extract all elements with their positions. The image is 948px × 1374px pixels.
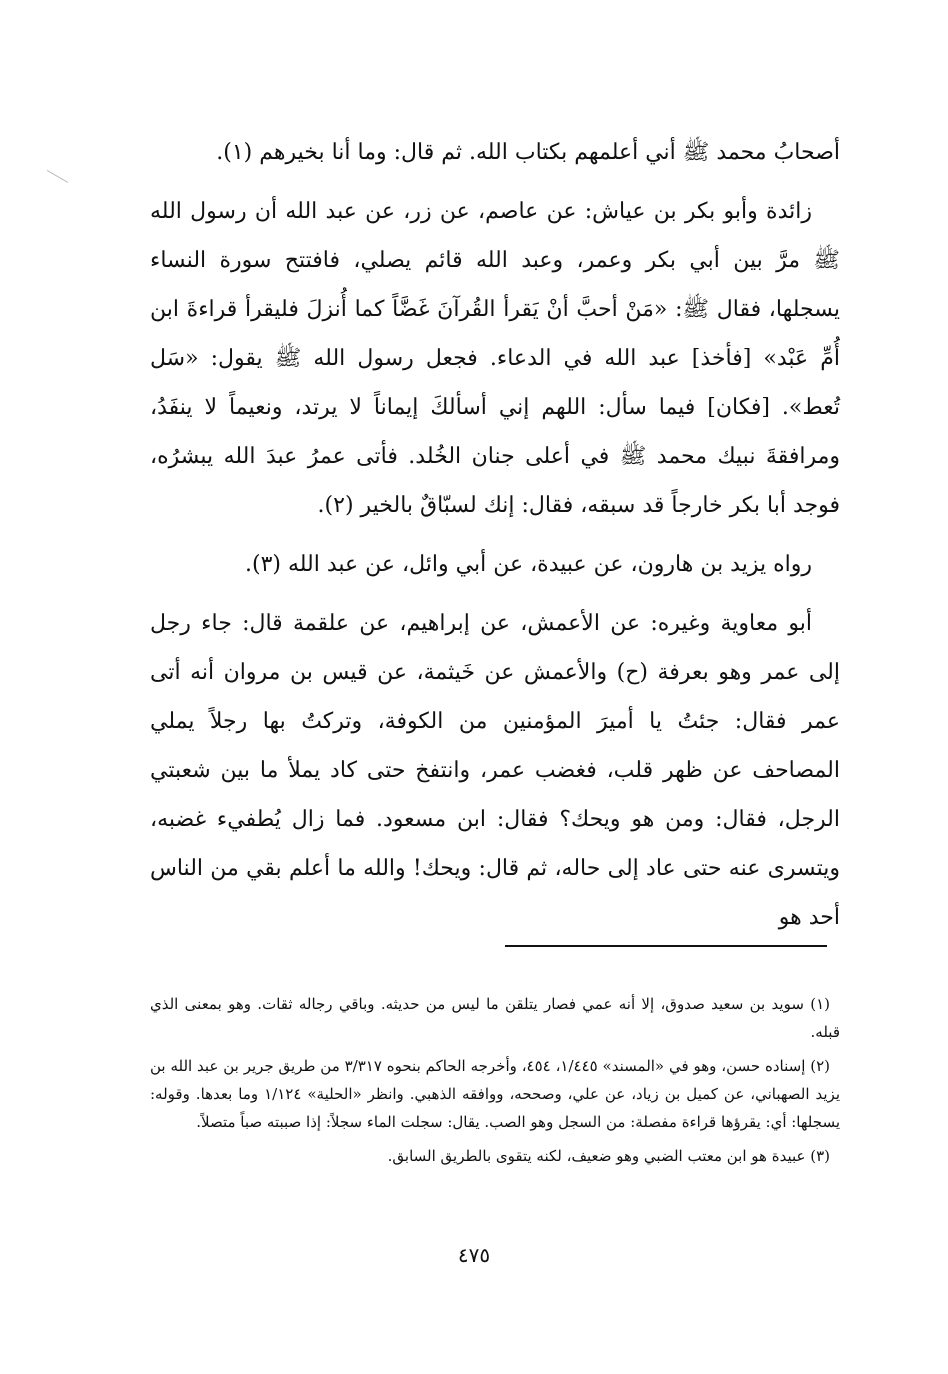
- paragraph: أبو معاوية وغيره: عن الأعمش، عن إبراهيم، عن علقمة قال: جاء رجل إلى عمر وهو بعرفة (ح) والأعمش عن خَيثمة، عن قيس بن مروان أنه أتى عمر فقال: جئتُ يا أميرَ المؤمنين من الكوفة، وتركتُ بها رجلاً يملي المصاحف عن ظهر قلب، فغضب عمر، وانتفخ حتى كاد يملأ ما بين شعبتي الرجل، فقال: ومن هو ويحك؟ فقال: ابن مسعود. فما زال يُطفيء غضبه، ويتسرى عنه حتى عاد إلى حاله، ثم قال: ويحك! والله ما أعلم بقي من الناس أحد هو: [150, 611, 840, 930]
- footnote: (٢) إسناده حسن، وهو في «المسند» ١/٤٤٥، ٤٥٤، وأخرجه الحاكم بنحوه ٣/٣١٧ من طريق جرير بن عبد الله بن يزيد الصهباني، عن كميل بن زياد، عن علي، وصححه، ووافقه الذهبي. وانظر «الحلية» ١/١٢٤ وما بعدها. وقوله: يسجلها: أي: يقرؤها قراءة مفصلة: من السجل وهو الصب. يقال: سجلت الماء سجلاً: إذا صببته صباً متصلاً.: [150, 1057, 840, 1131]
- footnotes: [150, 990, 840, 1176]
- footnote: (١) سويد بن سعيد صدوق، إلا أنه عمي فصار يتلقن ما ليس من حديثه. وباقي رجاله ثقات. وهو بمعنى الذي قبله.: [150, 995, 840, 1041]
- paragraph: رواه يزيد بن هارون، عن عبيدة، عن أبي وائل، عن عبد الله (٣).: [244, 552, 812, 577]
- page-number: ٤٧٥: [457, 1243, 491, 1267]
- scan-artifact: [40, 170, 68, 195]
- paragraph: أصحابُ محمد ﷺ أني أعلمهم بكتاب الله. ثم قال: وما أنا بخيرهم (١).: [216, 140, 840, 165]
- main-text: [150, 128, 840, 952]
- footnote-separator: [505, 945, 827, 947]
- paragraph: زائدة وأبو بكر بن عياش: عن عاصم، عن زر، عن عبد الله أن رسول الله ﷺ مرَّ بين أبي بكر وعمر، وعبد الله قائم يصلي، فافتتح سورة النساء يسجلها، فقال ﷺ: «مَنْ أحبَّ أنْ يَقرأ القُرآنَ غَضَّاً كما أُنزلَ فليقرأ قراءةَ ابن أُمِّ عَبْد» [فأخذ] عبد الله في الدعاء. فجعل رسول الله ﷺ يقول: «سَل تُعط». [فكان] فيما سأل: اللهم إني أسألكَ إيماناً لا يرتد، ونعيماً لا ينفَدُ، ومرافقةَ نبيك محمد ﷺ في أعلى جنان الخُلد. فأتى عمرُ عبدَ الله يبشرُه، فوجد أبا بكر خارجاً قد سبقه، فقال: إنك لسبّاقٌ بالخير (٢).: [150, 199, 840, 518]
- footnote: (٣) عبيدة هو ابن معتب الضبي وهو ضعيف، لكنه يتقوى بالطريق السابق.: [387, 1147, 830, 1165]
